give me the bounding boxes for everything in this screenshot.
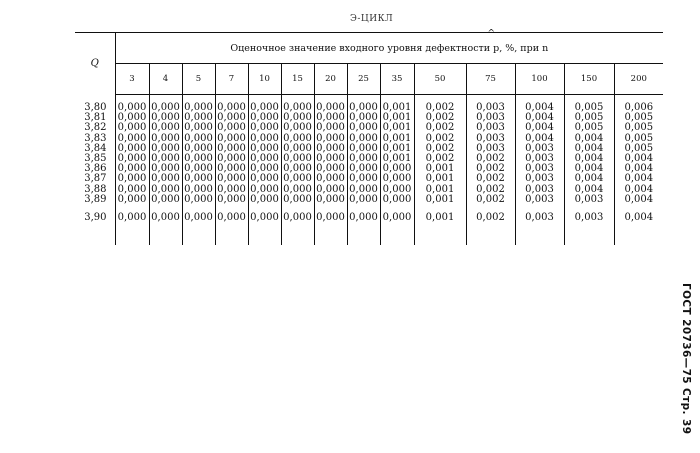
value-cell: 0,000: [314, 123, 347, 133]
value-cell: 0,003: [466, 103, 515, 113]
value-cell: 0,000: [115, 154, 149, 164]
value-cell: 0,001: [380, 134, 414, 144]
value-cell: 0,002: [414, 134, 466, 144]
value-cell: 0,000: [347, 123, 380, 133]
value-cell: 0,000: [314, 113, 347, 123]
value-cell: [347, 223, 380, 245]
q-value-cell: 3,87: [75, 174, 115, 184]
value-cell: 0,004: [624, 163, 654, 175]
value-cell: 0,002: [414, 144, 466, 154]
value-cell: 0,000: [182, 123, 215, 133]
value-cell: 0,000: [314, 185, 347, 195]
value-cell: 0,001: [380, 123, 414, 133]
defect-level-table: [75, 29, 663, 245]
value-cell: 0,000: [149, 154, 182, 164]
value-cell: 0,002: [414, 113, 466, 123]
value-cell: 0,000: [115, 103, 149, 113]
value-cell: 0,000: [149, 134, 182, 144]
value-cell: 0,004: [515, 103, 564, 113]
value-cell: 0,004: [624, 183, 654, 195]
value-cell: 0,000: [215, 103, 248, 113]
n-header-cell: 100: [515, 64, 564, 95]
value-cell: 0,003: [515, 154, 564, 164]
value-cell: 0,006: [624, 102, 654, 113]
value-cell: 0,004: [564, 174, 614, 184]
value-cell: 0,004: [515, 123, 564, 133]
value-cell: 0,003: [466, 144, 515, 154]
value-cell: 0,005: [564, 113, 614, 123]
value-cell: 0,000: [182, 144, 215, 154]
value-cell: 0,000: [149, 174, 182, 184]
value-cell: 0,000: [347, 113, 380, 123]
value-cell: 0,000: [149, 113, 182, 123]
value-cell: 0,000: [380, 164, 414, 174]
value-cell: 0,001: [380, 154, 414, 164]
value-cell: 0,000: [347, 164, 380, 174]
value-cell: 0,003: [564, 195, 614, 205]
table-row: [75, 213, 663, 223]
value-cell: 0,000: [182, 213, 215, 223]
n-header-cell: 200: [614, 64, 663, 95]
value-cell: 0,000: [215, 213, 248, 223]
value-cell: 0,001: [380, 144, 414, 154]
q-value-cell: 3,90: [75, 213, 115, 223]
value-cell: 0,002: [466, 185, 515, 195]
value-cell: 0,000: [347, 213, 380, 223]
n-header-cell: 10: [248, 64, 281, 95]
value-cell: [466, 223, 515, 245]
value-cell: 0,004: [515, 113, 564, 123]
q-value-cell: 3,85: [75, 154, 115, 164]
table-body: [75, 95, 663, 246]
value-cell: 0,000: [347, 154, 380, 164]
q-value-cell: 3,89: [75, 195, 115, 205]
cut-off-header-text: Э-ЦИКЛ: [350, 14, 394, 24]
value-cell: 0,002: [466, 164, 515, 174]
value-cell: 0,000: [347, 144, 380, 154]
value-cell: [215, 223, 248, 245]
value-cell: 0,000: [115, 123, 149, 133]
value-cell: 0,003: [466, 123, 515, 133]
value-cell: 0,002: [466, 154, 515, 164]
value-cell: 0,000: [281, 144, 314, 154]
table-title: Оценочное значение входного уровня дефектности p, %, при n: [230, 42, 549, 54]
value-cell: 0,005: [624, 142, 654, 154]
value-cell: 0,000: [380, 185, 414, 195]
value-cell: 0,000: [380, 195, 414, 205]
value-cell: 0,000: [215, 154, 248, 164]
n-header-cell: 15: [281, 64, 314, 95]
value-cell: 0,000: [314, 164, 347, 174]
n-header-cell: 4: [149, 64, 182, 95]
value-cell: [281, 223, 314, 245]
value-cell: 0,003: [515, 164, 564, 174]
value-cell: 0,003: [515, 213, 564, 223]
n-header-cell: 3: [115, 64, 149, 95]
value-cell: [182, 223, 215, 245]
value-cell: 0,000: [182, 134, 215, 144]
value-cell: 0,000: [215, 174, 248, 184]
value-cell: 0,000: [248, 185, 281, 195]
value-cell: 0,001: [414, 195, 466, 205]
value-cell: 0,000: [115, 213, 149, 223]
value-cell: 0,004: [564, 164, 614, 174]
q-value-cell: 3,80: [75, 103, 115, 113]
value-cell: 0,000: [149, 103, 182, 113]
value-cell: 0,001: [414, 174, 466, 184]
value-cell: 0,001: [414, 213, 466, 223]
value-cell: 0,000: [380, 174, 414, 184]
q-value-cell: 3,83: [75, 134, 115, 144]
value-cell: 0,004: [624, 153, 654, 165]
n-header-cell: 50: [414, 64, 466, 95]
value-cell: 0,001: [414, 164, 466, 174]
value-cell: 0,000: [314, 174, 347, 184]
value-cell: 0,001: [380, 113, 414, 123]
value-cell: 0,000: [281, 154, 314, 164]
n-header-cell: 25: [347, 64, 380, 95]
value-cell: [149, 223, 182, 245]
value-cell: 0,000: [281, 113, 314, 123]
value-cell: 0,002: [414, 123, 466, 133]
value-cell: 0,003: [515, 185, 564, 195]
value-cell: 0,004: [624, 193, 654, 205]
spacer-row: [75, 223, 663, 245]
value-cell: 0,000: [115, 113, 149, 123]
value-cell: 0,000: [281, 185, 314, 195]
value-cell: 0,000: [281, 195, 314, 205]
value-cell: 0,000: [149, 195, 182, 205]
value-cell: 0,003: [466, 134, 515, 144]
value-cell: 0,000: [248, 174, 281, 184]
value-cell: 0,000: [115, 164, 149, 174]
value-cell: 0,004: [564, 144, 614, 154]
value-cell: 0,000: [248, 134, 281, 144]
value-cell: 0,000: [347, 103, 380, 113]
value-cell: 0,000: [115, 195, 149, 205]
q-column-header: Q: [75, 33, 115, 95]
value-cell: 0,003: [564, 213, 614, 223]
value-cell: 0,000: [115, 144, 149, 154]
value-cell: 0,000: [248, 195, 281, 205]
value-cell: 0,001: [380, 103, 414, 113]
table-title-header: [115, 29, 663, 64]
value-cell: 0,000: [347, 174, 380, 184]
value-cell: 0,002: [466, 174, 515, 184]
value-cell: 0,000: [182, 185, 215, 195]
value-cell: 0,000: [347, 185, 380, 195]
value-cell: 0,000: [215, 113, 248, 123]
value-cell: 0,000: [281, 103, 314, 113]
value-cell: 0,003: [466, 113, 515, 123]
q-value-cell: [75, 223, 115, 245]
value-cell: 0,000: [215, 123, 248, 133]
value-cell: 0,004: [564, 154, 614, 164]
value-cell: 0,004: [624, 212, 654, 224]
value-cell: [380, 223, 414, 245]
value-cell: 0,002: [466, 213, 515, 223]
value-cell: 0,000: [314, 144, 347, 154]
q-value-cell: 3,86: [75, 164, 115, 174]
value-cell: 0,004: [515, 134, 564, 144]
n-header-cell: 75: [466, 64, 515, 95]
q-value-cell: 3,82: [75, 123, 115, 133]
value-cell: 0,002: [466, 195, 515, 205]
value-cell: 0,000: [182, 174, 215, 184]
value-cell: 0,000: [281, 164, 314, 174]
value-cell: [248, 223, 281, 245]
value-cell: [414, 223, 466, 245]
value-cell: 0,000: [215, 134, 248, 144]
value-cell: [115, 223, 149, 245]
value-cell: 0,000: [314, 154, 347, 164]
value-cell: 0,000: [215, 144, 248, 154]
value-cell: 0,000: [281, 213, 314, 223]
value-cell: [314, 223, 347, 245]
value-cell: 0,000: [248, 103, 281, 113]
value-cell: 0,005: [624, 122, 654, 134]
value-cell: 0,000: [149, 164, 182, 174]
value-cell: 0,000: [182, 164, 215, 174]
value-cell: 0,004: [564, 185, 614, 195]
value-cell: 0,000: [149, 144, 182, 154]
value-cell: 0,000: [115, 174, 149, 184]
p-hat-mark: ^: [487, 29, 496, 39]
value-cell: 0,000: [149, 123, 182, 133]
value-cell: 0,000: [149, 185, 182, 195]
value-cell: 0,000: [115, 134, 149, 144]
value-cell: 0,000: [182, 113, 215, 123]
n-header-cell: 20: [314, 64, 347, 95]
value-cell: 0,000: [314, 195, 347, 205]
n-header-cell: 35: [380, 64, 414, 95]
n-header-cell: 5: [182, 64, 215, 95]
q-value-cell: 3,81: [75, 113, 115, 123]
value-cell: 0,000: [347, 134, 380, 144]
value-cell: 0,005: [564, 123, 614, 133]
n-header-row: [75, 64, 663, 95]
value-cell: 0,000: [248, 123, 281, 133]
value-cell: 0,004: [564, 134, 614, 144]
value-cell: 0,000: [281, 123, 314, 133]
n-header-cell: 150: [564, 64, 614, 95]
value-cell: 0,000: [314, 134, 347, 144]
value-cell: 0,004: [624, 173, 654, 185]
value-cell: 0,005: [624, 132, 654, 144]
value-cell: 0,002: [414, 154, 466, 164]
value-cell: 0,000: [248, 113, 281, 123]
value-cell: 0,001: [414, 185, 466, 195]
value-cell: [564, 223, 614, 245]
value-cell: [614, 223, 663, 245]
value-cell: 0,000: [248, 154, 281, 164]
value-cell: 0,000: [248, 144, 281, 154]
page-side-note: ГОСТ 20736—75 Стр. 39: [680, 283, 692, 435]
value-cell: 0,000: [347, 195, 380, 205]
value-cell: 0,000: [215, 185, 248, 195]
value-cell: 0,000: [182, 103, 215, 113]
value-cell: [515, 223, 564, 245]
value-cell: 0,000: [182, 154, 215, 164]
value-cell: 0,000: [281, 134, 314, 144]
value-cell: 0,003: [515, 174, 564, 184]
value-cell: 0,003: [515, 144, 564, 154]
value-cell: 0,000: [380, 213, 414, 223]
value-cell: 0,000: [314, 103, 347, 113]
q-value-cell: 3,88: [75, 185, 115, 195]
value-cell: 0,002: [414, 103, 466, 113]
value-cell: 0,005: [624, 112, 654, 124]
value-cell: 0,000: [215, 195, 248, 205]
value-cell: 0,000: [248, 164, 281, 174]
value-cell: 0,000: [281, 174, 314, 184]
value-cell: 0,000: [115, 185, 149, 195]
table-row: [75, 195, 663, 205]
value-cell: 0,000: [248, 213, 281, 223]
value-cell: 0,000: [149, 213, 182, 223]
value-cell: 0,000: [182, 195, 215, 205]
value-cell: 0,005: [564, 103, 614, 113]
n-header-cell: 7: [215, 64, 248, 95]
value-cell: 0,000: [215, 164, 248, 174]
q-value-cell: 3,84: [75, 144, 115, 154]
value-cell: 0,000: [314, 213, 347, 223]
value-cell: 0,003: [515, 195, 564, 205]
